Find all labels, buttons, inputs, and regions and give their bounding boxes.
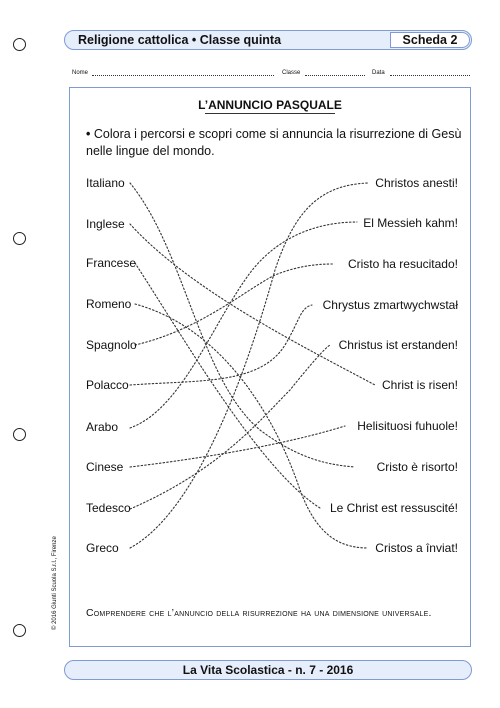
learning-goal: Comprendere che l’annuncio della risurrezione ha una dimensione universale. [86,607,432,619]
path-greco-christos-anesti [130,183,368,548]
phrase-item: Cristos a înviat! [375,541,458,555]
phrase-item: Helisituosi fuhuole! [357,419,458,433]
path-polacco-chrystus [130,305,312,385]
language-item: Francese [86,256,137,270]
phrase-item: Cristo ha resucitado! [347,257,458,271]
phrase-item: Chrystus zmartwychwstał [322,298,458,312]
sheet-label: Scheda 2 [402,33,458,47]
language-item: Romeno [86,297,132,311]
phrase-item: Cristo è risorto! [376,460,458,474]
path-francese-le-christ [135,263,320,508]
path-italiano-cristo-risorto [130,183,355,467]
class-label: Classe [282,70,301,76]
path-arabo-el-messieh [130,222,357,428]
name-label: Nome [72,70,89,76]
footer-text: La Vita Scolastica - n. 7 - 2016 [182,663,354,677]
language-item: Inglese [86,217,125,231]
phrase-item: El Messieh kahm! [363,216,458,230]
path-cinese-helisituosi [130,426,345,467]
path-spagnolo-cristo-resucitado [135,264,333,345]
language-item: Greco [86,541,119,555]
date-label: Data [372,70,385,76]
copyright-notice: © 2016 Giunti Scuola S.r.l., Firenze [52,536,58,630]
language-item: Arabo [86,420,119,434]
phrase-item: Le Christ est ressuscité! [329,501,458,515]
language-item: Polacco [86,378,129,392]
header-title: Religione cattolica • Classe quinta [78,33,282,47]
phrase-item: Christ is risen! [381,378,458,392]
exercise-title: L’ANNUNCIO PASQUALE [198,98,342,112]
language-item: Cinese [86,460,124,474]
language-item: Spagnolo [86,338,137,352]
language-item: Tedesco [86,501,131,515]
language-item: Italiano [86,176,125,190]
instruction-text: Colora i percorsi e scopri come si annuncia la risurrezione di Gesù nelle lingue del mondo. [86,127,462,158]
path-tedesco-christus-ist [130,345,330,509]
phrase-item: Christos anesti! [375,176,458,190]
instruction-bullet: • [86,127,91,141]
phrase-item: Christus ist erstanden! [338,338,458,352]
